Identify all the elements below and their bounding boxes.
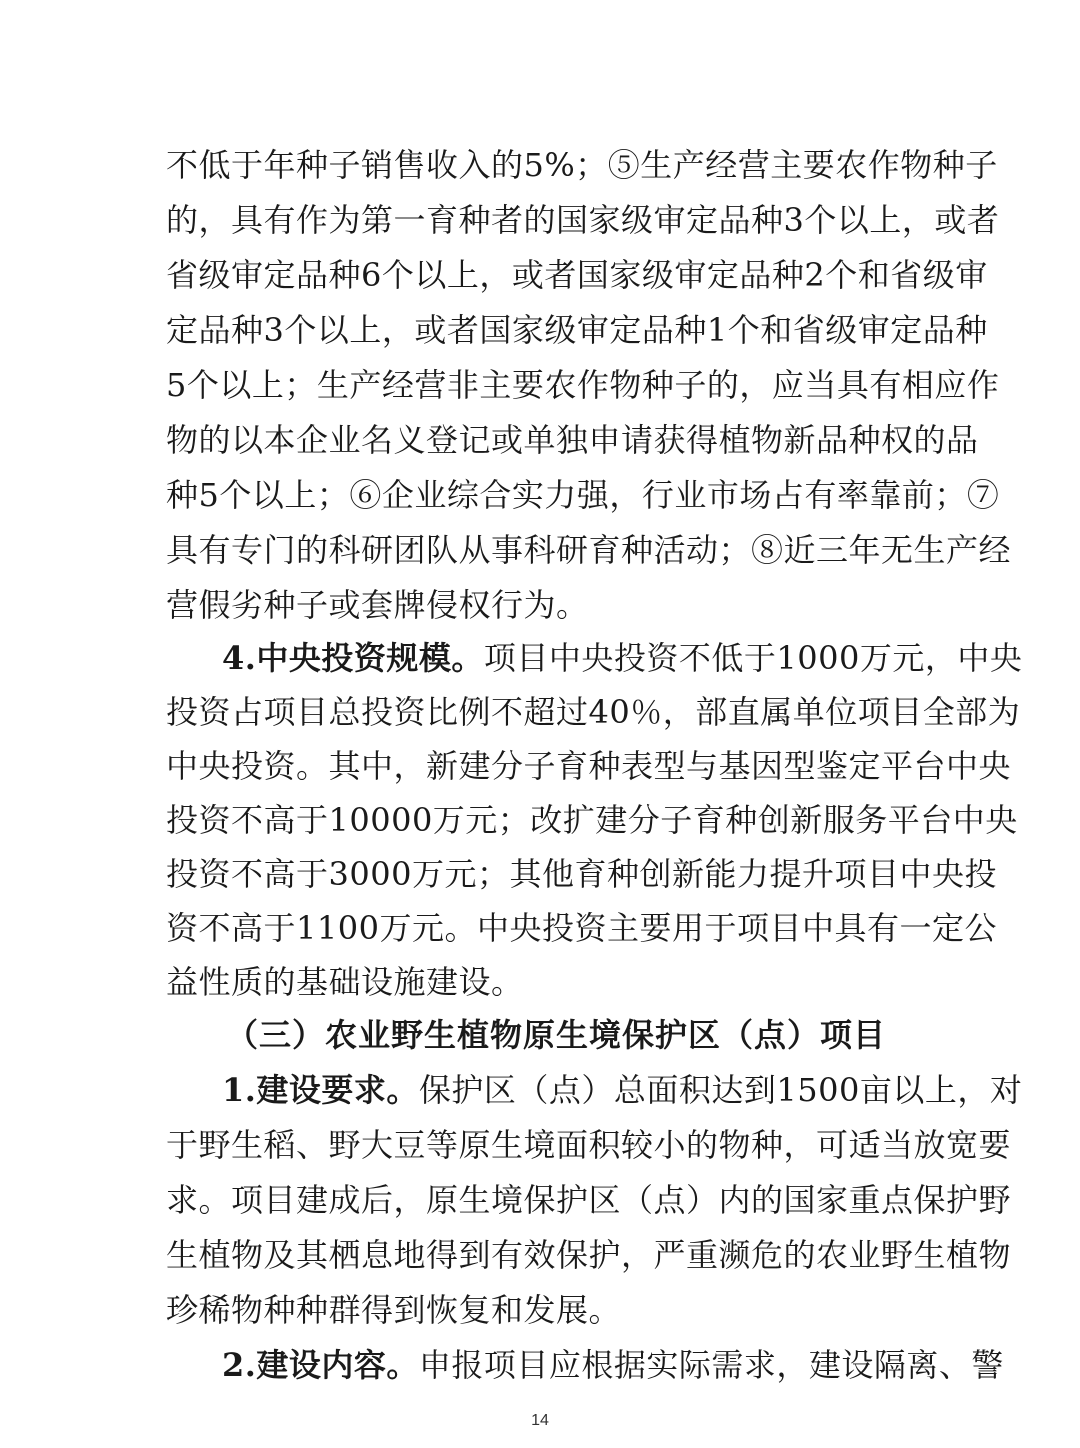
para3-line-3: 求。项目建成后，原生境保护区（点）内的国家重点保护野 [166, 1181, 1012, 1219]
section-heading: （三）农业野生植物原生境保护区（点）项目 [226, 1016, 887, 1054]
text-line-7: 种5个以上；⑥企业综合实力强，行业市场占有率靠前；⑦ [166, 476, 1000, 514]
text-line-2: 的，具有作为第一育种者的国家级审定品种3个以上，或者 [166, 201, 1000, 239]
para2-line-5: 投资不高于3000万元；其他育种创新能力提升项目中央投 [166, 855, 997, 893]
text-line-5: 5个以上；生产经营非主要农作物种子的，应当具有相应作 [166, 366, 1000, 404]
para3-line-2: 于野生稻、野大豆等原生境面积较小的物种，可适当放宽要 [166, 1126, 1012, 1164]
para3-first-line-text: 保护区（点）总面积达到1500亩以上，对 [418, 1071, 1023, 1109]
para3-heading: 1.建设要求。 [222, 1071, 419, 1109]
para2-line-7: 益性质的基础设施建设。 [166, 963, 524, 1001]
text-line-1: 不低于年种子销售收入的5%；⑤生产经营主要农作物种子 [166, 146, 998, 184]
para4-first-line [222, 1345, 1004, 1385]
page-number: 14 [531, 1412, 549, 1429]
text-line-8: 具有专门的科研团队从事科研育种活动；⑧近三年无生产经 [166, 531, 1012, 569]
text-line-9: 营假劣种子或套牌侵权行为。 [166, 586, 589, 624]
para2-line-2: 投资占项目总投资比例不超过40％，部直属单位项目全部为 [166, 693, 1021, 731]
para2-first-line [222, 638, 1023, 678]
para3-first-line [222, 1070, 1023, 1110]
para2-heading: 4.中央投资规模。 [222, 639, 484, 677]
para2-line-4: 投资不高于10000万元；改扩建分子育种创新服务平台中央 [166, 801, 1018, 839]
para4-heading: 2.建设内容。 [222, 1346, 419, 1384]
para4-first-line-text: 申报项目应根据实际需求，建设隔离、警 [418, 1346, 1004, 1384]
para3-line-4: 生植物及其栖息地得到有效保护，严重濒危的农业野生植物 [166, 1236, 1012, 1274]
para2-first-line-text: 项目中央投资不低于1000万元，中央 [483, 639, 1023, 677]
para2-line-6: 资不高于1100万元。中央投资主要用于项目中具有一定公 [166, 909, 997, 947]
text-line-3: 省级审定品种6个以上，或者国家级审定品种2个和省级审 [166, 256, 988, 294]
para2-line-3: 中央投资。其中，新建分子育种表型与基因型鉴定平台中央 [166, 747, 1012, 785]
text-line-6: 物的以本企业名义登记或单独申请获得植物新品种权的品 [166, 421, 979, 459]
para3-line-5: 珍稀物种种群得到恢复和发展。 [166, 1291, 622, 1329]
text-line-4: 定品种3个以上，或者国家级审定品种1个和省级审定品种 [166, 311, 988, 349]
